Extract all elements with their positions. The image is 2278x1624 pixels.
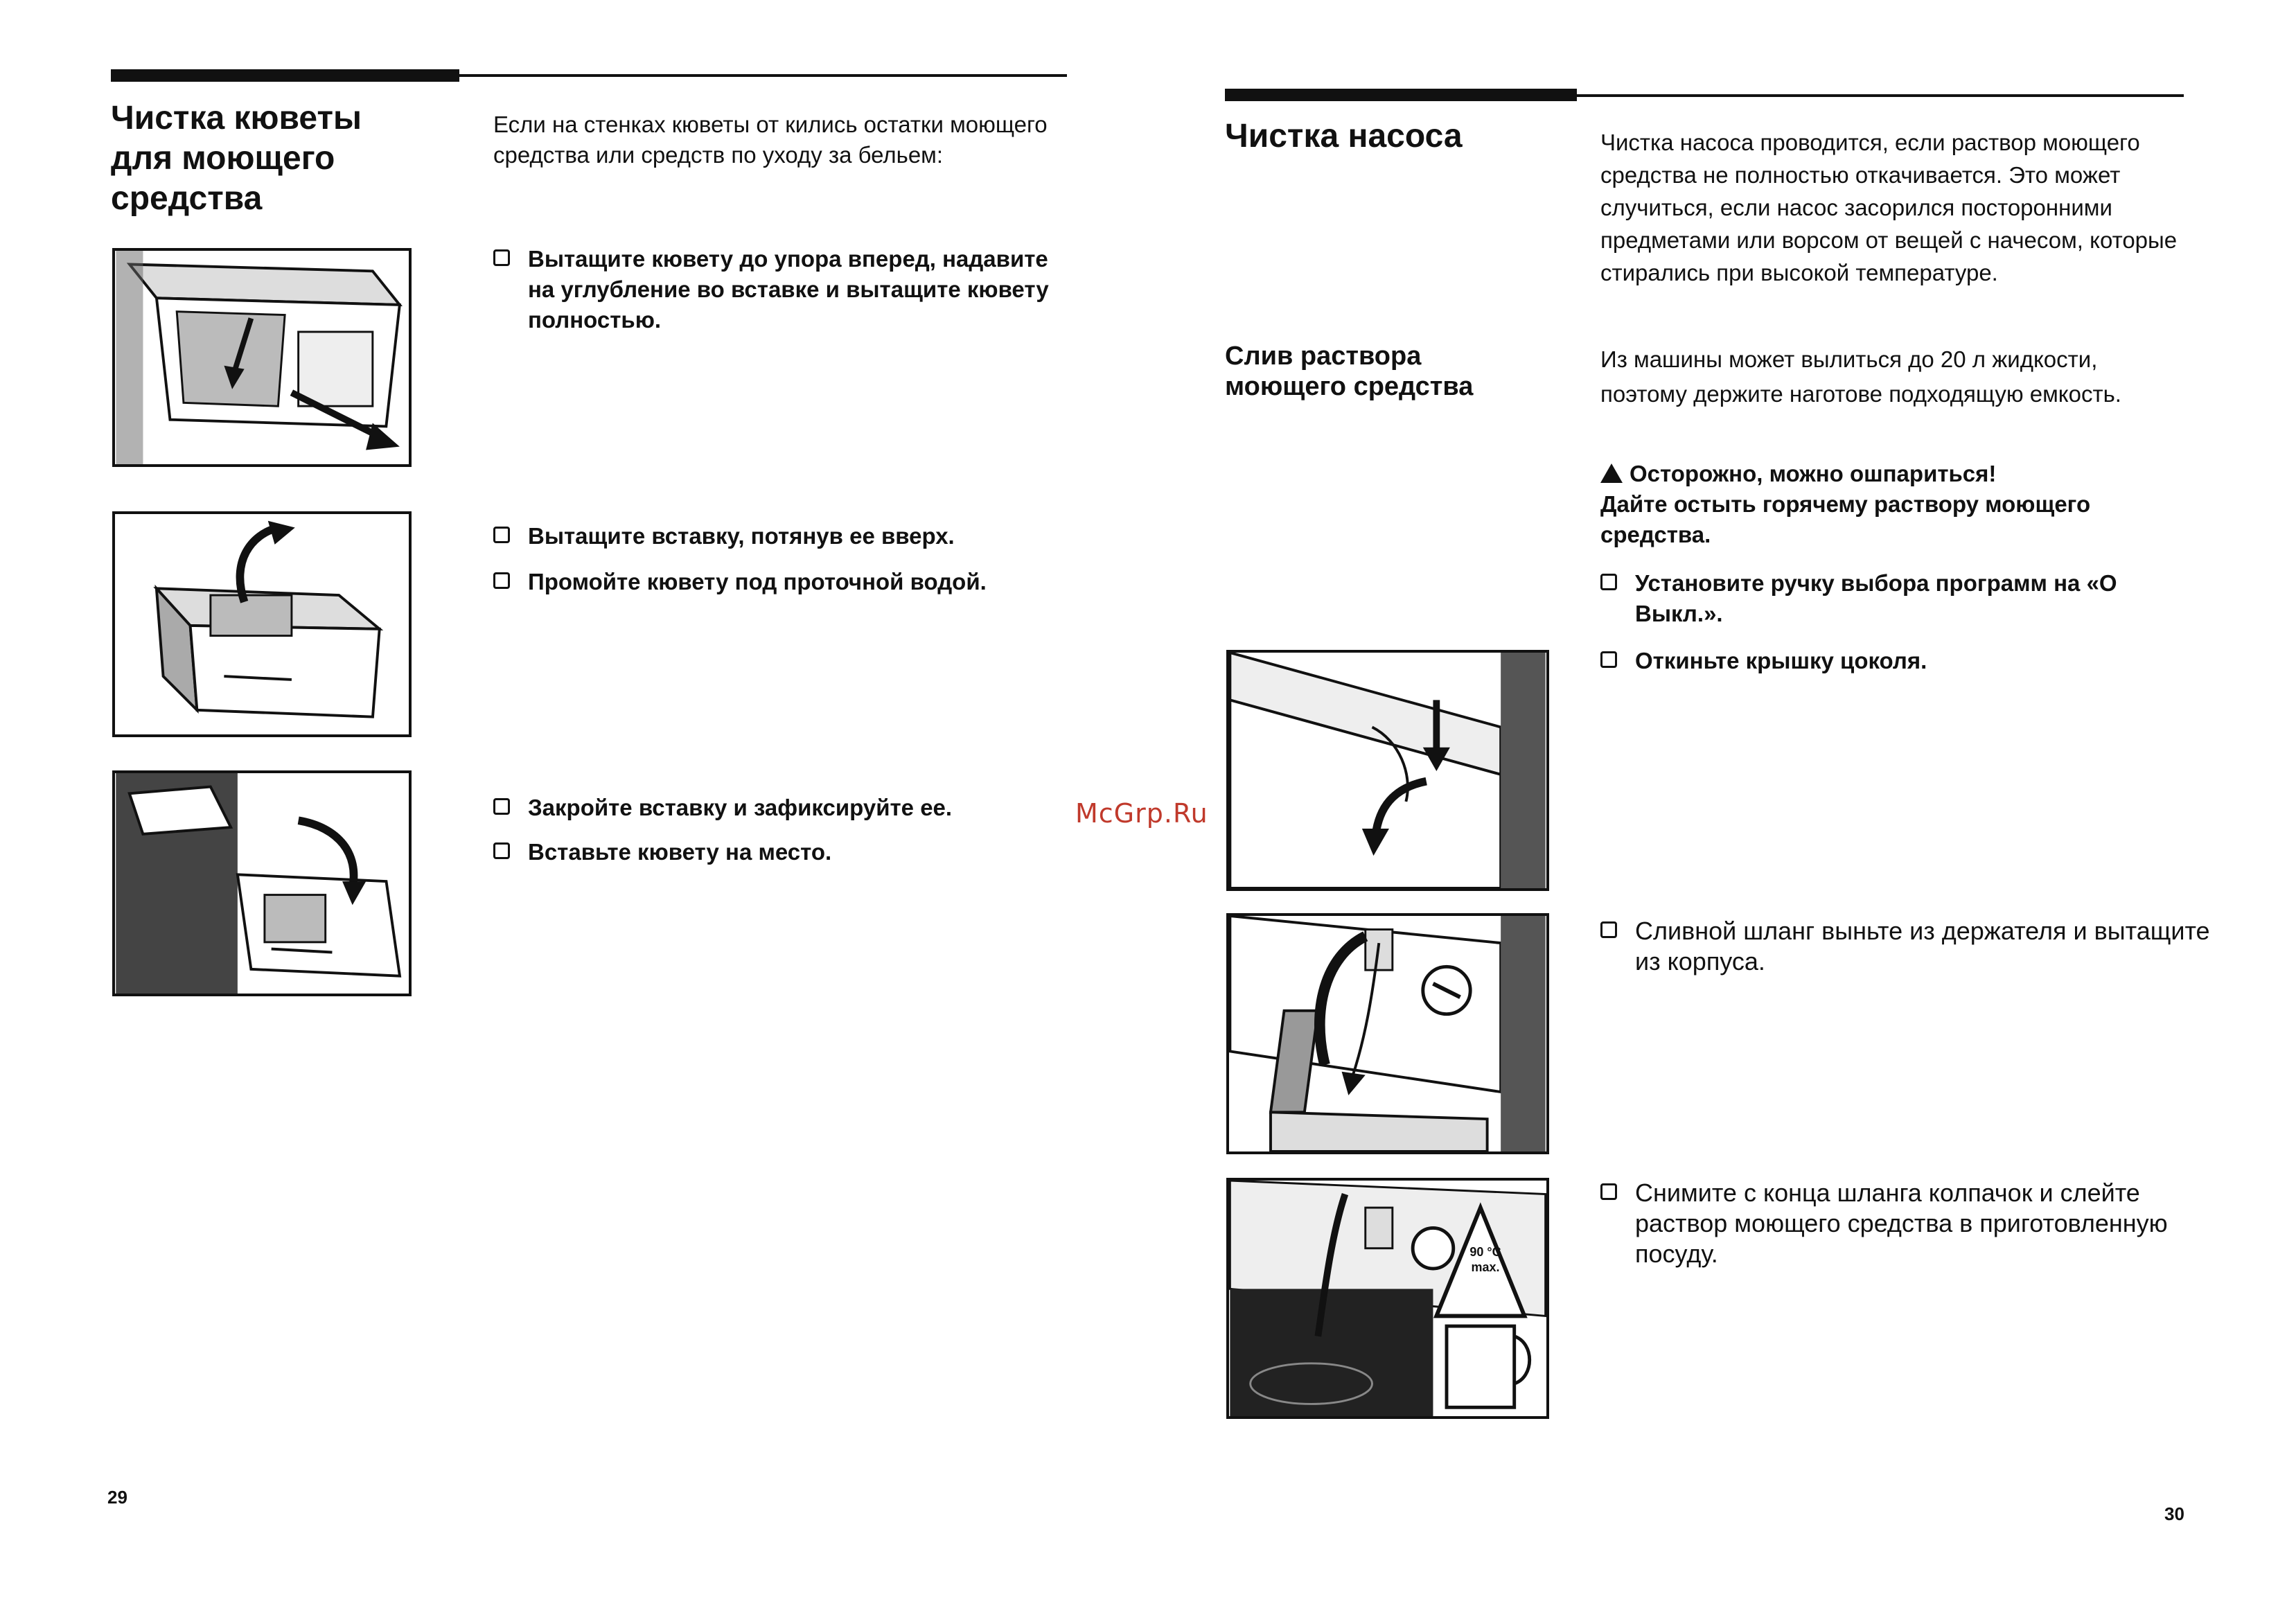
left-top-rule-thick (111, 69, 459, 82)
warning-block (1600, 459, 2189, 550)
right-top-rule-thin (1577, 94, 2184, 97)
left-step-3: Промойте кювету под проточной водой. (493, 567, 1054, 597)
left-section-title: Чистка кюветы для моющего средства (111, 100, 362, 217)
warning-text: Дайте остыть горячему раствору моющего средства. (1600, 491, 2091, 547)
figure-open-cover (1226, 650, 1549, 891)
checkbox-icon (493, 572, 510, 589)
checkbox-icon (1600, 574, 1617, 590)
left-step-2: Вытащите вставку, потянув ее вверх. (493, 521, 1054, 551)
left-step-5: Вставьте кювету на место. (493, 837, 1054, 867)
open-cover-illustration (1229, 653, 1546, 888)
checkbox-icon (1600, 651, 1617, 668)
left-intro-text: Если на стенках кюветы от кились остатки моющего средства или средств по уходу за бельем: (493, 112, 1048, 168)
watermark: McGrp.Ru (1075, 798, 1208, 829)
right-step-4: Снимите с конца шланга колпачок и слейте раствор моющего средства в приготовленную посуду. (1600, 1178, 2210, 1269)
figure-drain-hose (1226, 1178, 1549, 1419)
pull-hose-illustration (1229, 916, 1546, 1151)
left-top-rule-thin (459, 74, 1067, 77)
right-top-rule-thick (1225, 89, 1577, 101)
left-step-4: Закройте вставку и зафиксируйте ее. (493, 793, 1054, 823)
checkbox-icon (493, 527, 510, 543)
right-section-title: Чистка насоса (1225, 118, 1463, 155)
checkbox-icon (1600, 921, 1617, 938)
figure-lift-insert (112, 511, 412, 737)
left-page-number: 29 (107, 1487, 127, 1508)
drawer-pull-illustration (115, 251, 409, 464)
checkbox-icon (493, 842, 510, 859)
checkbox-icon (1600, 1183, 1617, 1200)
lift-insert-illustration (115, 514, 409, 734)
right-subtitle: Слив раствора моющего средства (1225, 342, 1474, 401)
right-step-2: Откиньте крышку цоколя. (1600, 646, 2210, 676)
right-subtitle-text: Из машины может вылиться до 20 л жидкости, поэтому держите наготове подходящую емкость. (1600, 346, 2121, 407)
figure-insert-back (112, 770, 412, 996)
insert-back-illustration (115, 773, 409, 994)
drain-hose-illustration (1229, 1181, 1546, 1416)
right-step-1: Установите ручку выбора программ на «О Выкл.». (1600, 568, 2210, 629)
right-intro-text: Чистка насоса проводится, если раствор моющего средства не полностью откачивается. Это может случиться, если насос засорился посторонними предметами или ворсом от вещей с начесом, которые стирались при высокой температуре. (1600, 130, 2178, 285)
figure-pull-hose (1226, 913, 1549, 1154)
warning-title: Осторожно, можно ошпариться! (1630, 461, 1997, 486)
left-step-1: Вытащите кювету до упора вперед, надавите на углубление во вставке и вытащите кювету полностью. (493, 244, 1054, 335)
warning-triangle-icon (1600, 464, 1623, 483)
checkbox-icon (493, 249, 510, 266)
right-page-number: 30 (2164, 1503, 2184, 1524)
temperature-label: 90 °C max. (1469, 1245, 1501, 1274)
right-step-3: Сливной шланг выньте из держателя и вытащите из корпуса. (1600, 916, 2210, 977)
figure-pull-drawer (112, 248, 412, 467)
checkbox-icon (493, 798, 510, 815)
